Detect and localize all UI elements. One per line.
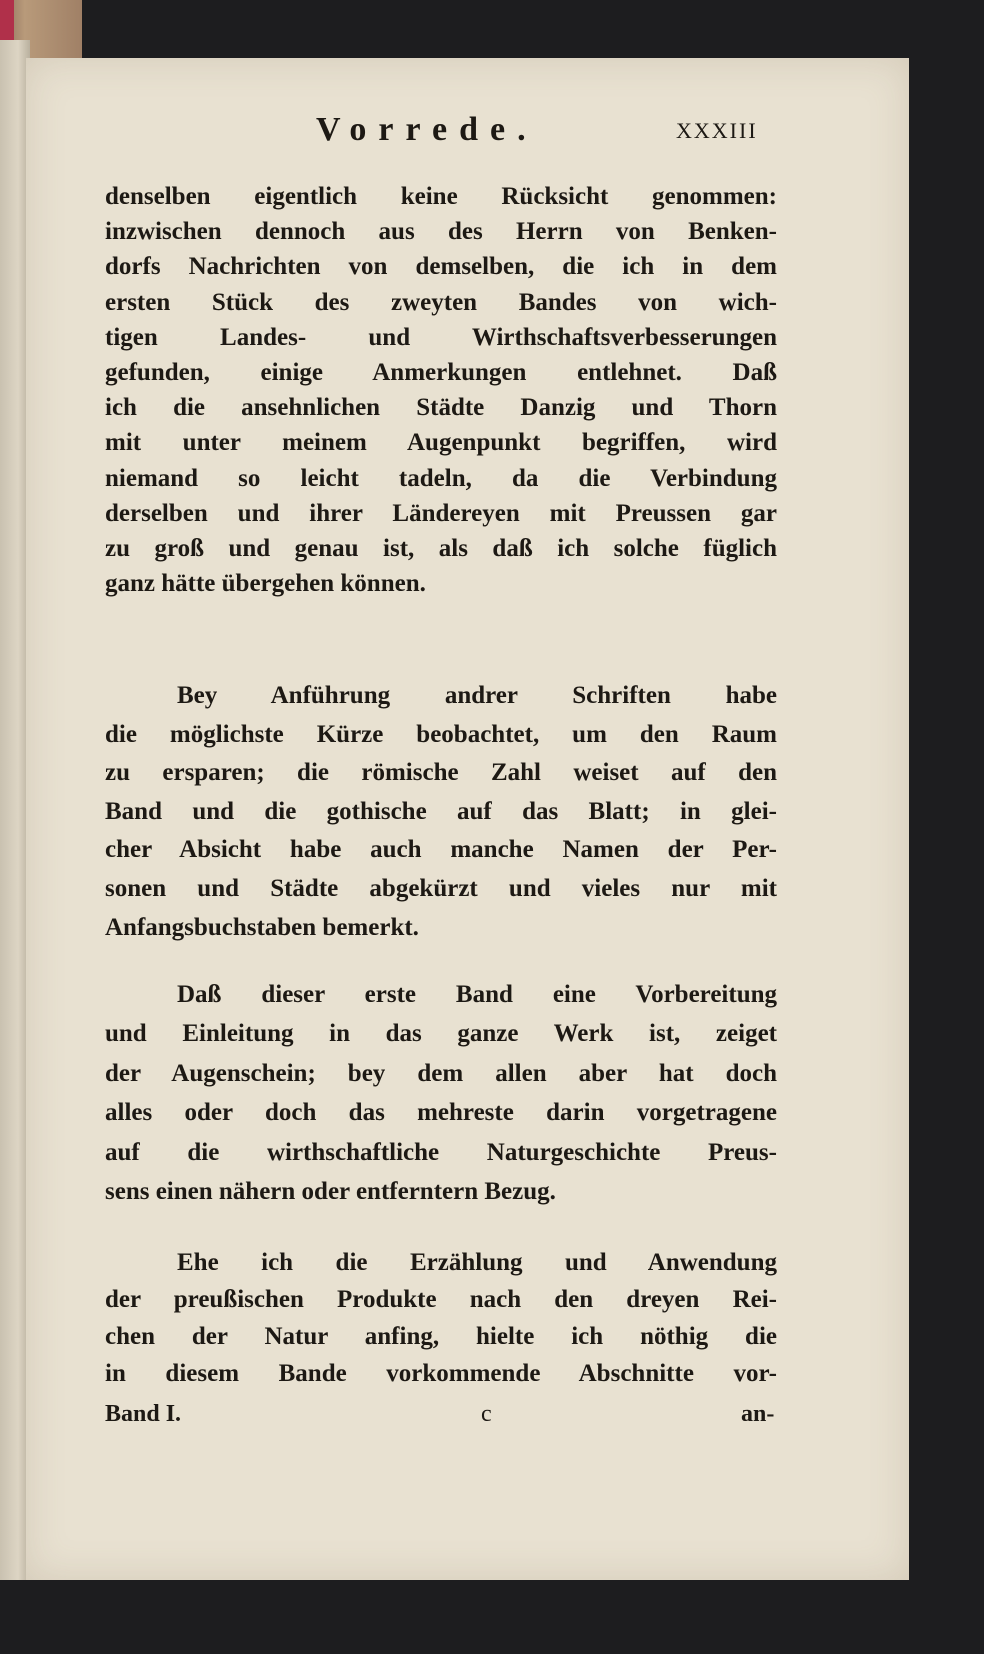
- text-line: Bey Anführung andrer Schriften habe: [177, 682, 777, 709]
- text-line: mit unter meinem Augenpunkt begriffen, wird: [105, 429, 777, 457]
- paragraph-3: [105, 975, 777, 1211]
- text-line: derselben und ihrer Ländereyen mit Preussen gar: [105, 499, 777, 527]
- text-line: niemand so leicht tadeln, da die Verbindung: [105, 464, 777, 492]
- text-line: die möglichste Kürze beobachtet, um den Raum: [105, 720, 777, 748]
- text-line: Ehe ich die Erzählung und Anwendung: [177, 1249, 777, 1276]
- text-line: sonen und Städte abgekürzt und vieles nur mit: [105, 874, 777, 902]
- text-line: tigen Landes- und Wirthschaftsverbesserungen: [105, 323, 777, 351]
- text-line: in diesem Bande vorkommende Abschnitte vor-: [105, 1360, 777, 1387]
- text-line: Anfangsbuchstaben bemerkt.: [105, 913, 419, 941]
- text-line: denselben eigentlich keine Rücksicht genommen:: [105, 183, 777, 210]
- text-line: der preußischen Produkte nach den dreyen Rei-: [105, 1286, 777, 1313]
- text-line: zu ersparen; die römische Zahl weiset auf den: [105, 759, 777, 787]
- text-line: inzwischen dennoch aus des Herrn von Benken-: [105, 218, 777, 246]
- paragraph-4: [105, 1244, 777, 1392]
- text-line: sens einen nähern oder entferntern Bezug.: [105, 1177, 556, 1205]
- text-line: chen der Natur anfing, hielte ich nöthig die: [105, 1323, 777, 1350]
- page-number: XXXIII: [676, 118, 758, 143]
- text-line: und Einleitung in das ganze Werk ist, zeiget: [105, 1020, 777, 1048]
- paragraph-2: [105, 677, 777, 947]
- text-line: Band und die gothische auf das Blatt; in glei-: [105, 797, 777, 825]
- text-line: ich die ansehnlichen Städte Danzig und Thorn: [105, 394, 777, 422]
- text-line: cher Absicht habe auch manche Namen der Per-: [105, 836, 777, 864]
- text-line: zu groß und genau ist, als daß ich solche füglich: [105, 534, 777, 562]
- signature-mark: c: [481, 1401, 492, 1427]
- text-line: Daß dieser erste Band eine Vorbereitung: [177, 981, 777, 1008]
- text-line: gefunden, einige Anmerkungen entlehnet. Daß: [105, 358, 777, 386]
- text-line: alles oder doch das mehreste darin vorgetragene: [105, 1099, 777, 1127]
- paragraph-1: [105, 179, 777, 601]
- text-line: ganz hätte übergehen können.: [105, 570, 426, 598]
- text-line: der Augenschein; bey dem allen aber hat doch: [105, 1059, 777, 1087]
- text-line: auf die wirthschaftliche Naturgeschichte Preus-: [105, 1138, 777, 1166]
- book-page: [26, 58, 909, 1580]
- text-line: ersten Stück des zweyten Bandes von wich-: [105, 288, 777, 316]
- signature-line: Band I.: [105, 1401, 182, 1427]
- text-line: dorfs Nachrichten von demselben, die ich in dem: [105, 253, 777, 281]
- running-head-title: Vorrede.: [316, 111, 538, 148]
- catchword: an-: [741, 1401, 775, 1427]
